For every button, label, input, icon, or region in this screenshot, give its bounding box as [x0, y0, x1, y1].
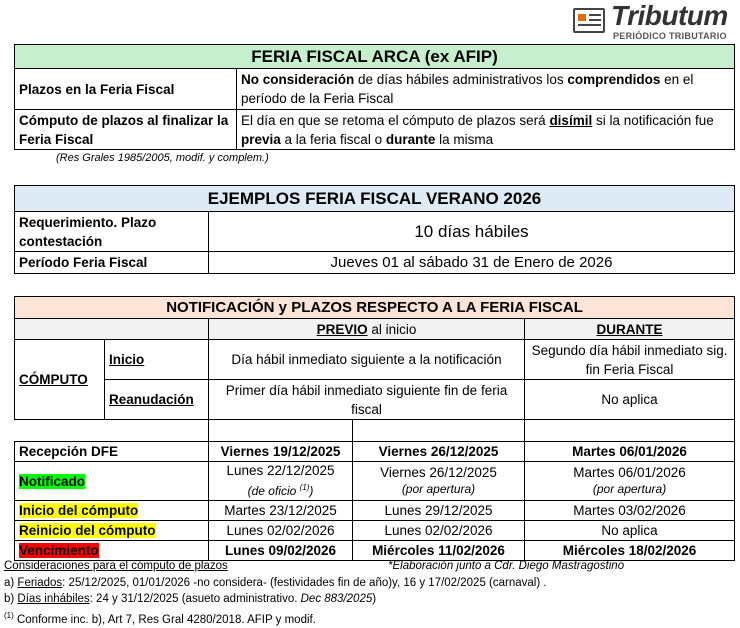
notificado-label: Notificado: [19, 473, 85, 489]
recepcion-previo-b: Viernes 26/12/2025: [353, 442, 525, 462]
inicio-durante: Segundo día hábil inmediato sig. fin Feria Fiscal: [525, 340, 735, 380]
spacer-cell: [353, 420, 525, 442]
blank-cell: [15, 319, 209, 340]
notificado-label-cell: [15, 462, 209, 501]
reinicio-previo-a: Lunes 02/02/2026: [209, 521, 353, 541]
reanudacion-previo: Primer día hábil inmediato siguiente fin de feria fiscal: [209, 380, 525, 420]
notes-credit: *Elaboración junto a Cdr. Diego Mastragostino: [388, 560, 625, 572]
ejemplos-title: EJEMPLOS FERIA FISCAL VERANO 2026: [15, 186, 735, 212]
spacer-cell: [209, 420, 353, 442]
ejemplos-value: Jueves 01 al sábado 31 de Enero de 2026: [209, 252, 735, 274]
durante-header: DURANTE: [525, 319, 735, 340]
reinicio-durante: No aplica: [525, 521, 735, 541]
inicio-label: Inicio: [105, 340, 209, 380]
note-b: b) Días inhábiles: 24 y 31/12/2025 (asueto administrativo. Dec 883/2025): [4, 593, 377, 605]
recepcion-label: Recepción DFE: [15, 442, 209, 462]
newspaper-icon: [573, 8, 605, 33]
feria-title: FERIA FISCAL ARCA (ex AFIP): [15, 45, 735, 69]
notificado-previo-b: Viernes 26/12/2025 (por apertura): [353, 462, 525, 501]
spacer-cell: [525, 420, 735, 442]
reanudacion-label: Reanudación: [105, 380, 209, 420]
notif-title: NOTIFICACIÓN y PLAZOS RESPECTO A LA FERIA FISCAL: [15, 297, 735, 319]
vencimiento-durante: Miércoles 18/02/2026: [525, 541, 735, 561]
note-c: $^{(1)}$ Conforme inc. b), Art 7, Res Gral 4280/2018. AFIP y modif.: [4, 611, 316, 626]
feria-row-label: Cómputo de plazos al finalizar la Feria Fiscal: [15, 110, 237, 150]
inicio-previo: Día hábil inmediato siguiente a la notificación: [209, 340, 525, 380]
ejemplos-value: 10 días hábiles: [209, 212, 735, 252]
notificado-previo-a: Lunes 22/12/2025 (de oficio $^{(1)}$): [209, 462, 353, 501]
reanudacion-durante: No aplica: [525, 380, 735, 420]
inicio-computo-durante: Martes 03/02/2026: [525, 501, 735, 521]
logo-name: Tributum: [611, 0, 728, 31]
ejemplos-label: Requerimiento. Plazo contestación: [15, 212, 209, 252]
reinicio-label: Reinicio del cómputo: [19, 523, 156, 538]
inicio-computo-previo-a: Martes 23/12/2025: [209, 501, 353, 521]
reinicio-label-cell: [15, 521, 209, 541]
note-a: a) Feriados: 25/12/2025, 01/01/2026 -no considera- (festividades fin de año)y, 16 y 17/02/2025 (carnaval) .: [4, 577, 547, 589]
previo-header: PREVIO al inicio: [209, 319, 525, 340]
logo-tagline: PERIÓDICO TRIBUTARIO: [613, 31, 727, 41]
recepcion-previo-a: Viernes 19/12/2025: [209, 442, 353, 462]
notif-table: [14, 296, 735, 561]
inicio-computo-label: Inicio del cómputo: [19, 503, 139, 518]
tributum-logo: [573, 0, 733, 42]
feria-row-text: El día en que se retoma el cómputo de plazos será disímil si la notificación fue previa a la feria fiscal o durante la misma: [237, 110, 735, 150]
vencimiento-label: Vencimiento: [19, 543, 99, 558]
notes-heading: Consideraciones para el cómputo de plazos: [4, 560, 228, 572]
feria-row-label: Plazos en la Feria Fiscal: [15, 69, 237, 110]
reinicio-previo-b: Lunes 02/02/2026: [353, 521, 525, 541]
spacer-cell: [15, 420, 209, 442]
vencimiento-previo-b: Miércoles 11/02/2026: [353, 541, 525, 561]
computo-label: CÓMPUTO: [15, 340, 105, 420]
vencimiento-label-cell: [15, 541, 209, 561]
notificado-durante: Martes 06/01/2026 (por apertura): [525, 462, 735, 501]
feria-table: [14, 44, 735, 150]
ejemplos-label: Período Feria Fiscal: [15, 252, 209, 274]
inicio-computo-previo-b: Lunes 29/12/2025: [353, 501, 525, 521]
inicio-computo-label-cell: [15, 501, 209, 521]
ejemplos-table: [14, 185, 735, 274]
feria-footnote: (Res Grales 1985/2005, modif. y complem.): [56, 152, 269, 164]
recepcion-durante: Martes 06/01/2026: [525, 442, 735, 462]
vencimiento-previo-a: Lunes 09/02/2026: [209, 541, 353, 561]
feria-row-text: No consideración de días hábiles administrativos los comprendidos en el período de la Feria Fiscal: [237, 69, 735, 110]
